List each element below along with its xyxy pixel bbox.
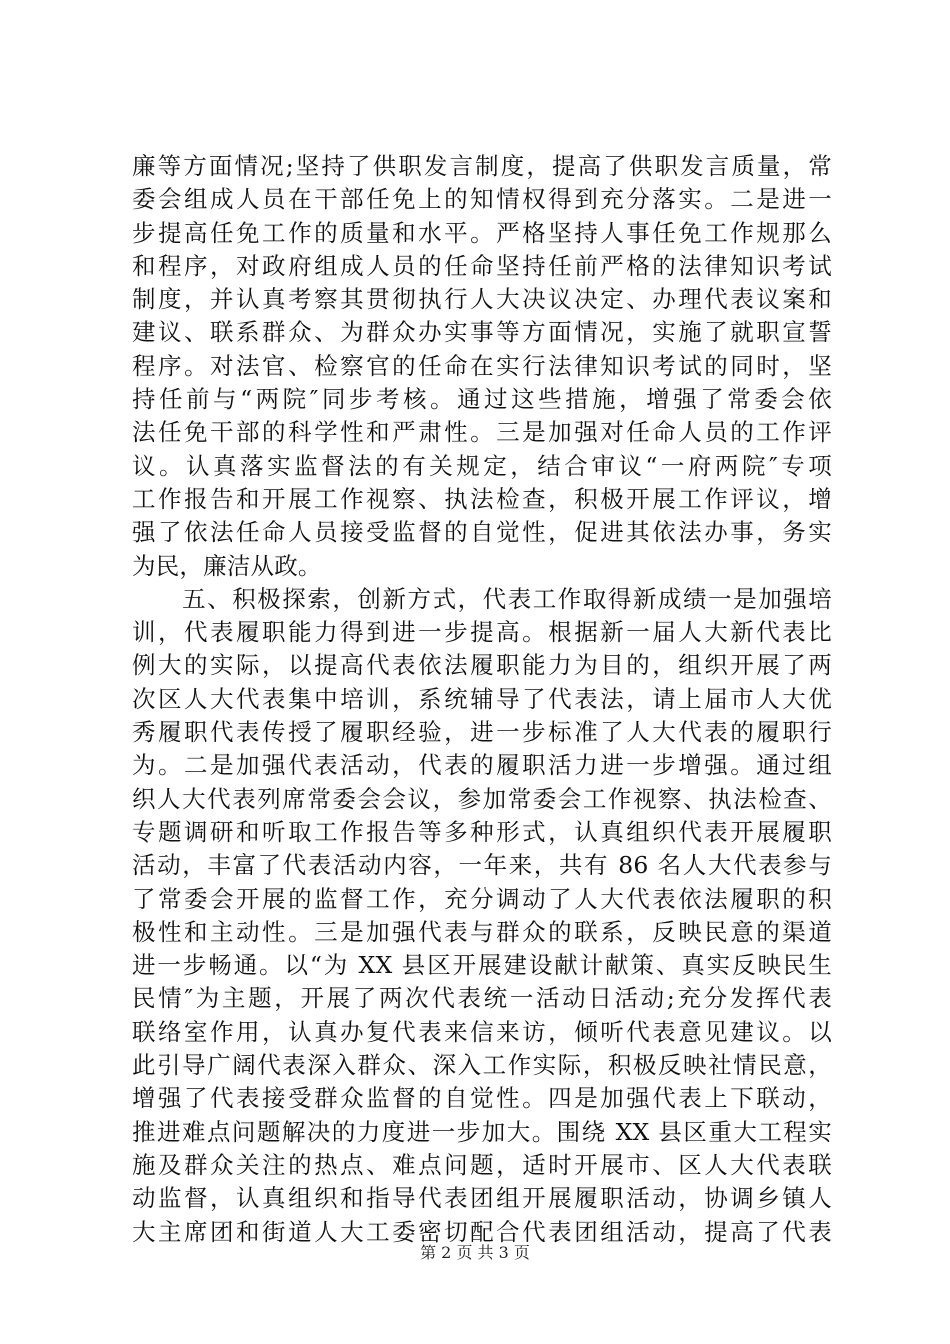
text-line: 程序。对法官、检察官的任命在实行法律知识考试的同时，坚 — [132, 351, 832, 380]
text-line: 民情″为主题，开展了两次代表统一活动日活动;充分发挥代表 — [132, 984, 832, 1013]
text-line: 工作报告和开展工作视察、执法检查，积极开展工作评议，增 — [132, 484, 832, 513]
text-line: 为民，廉洁从政。 — [132, 551, 322, 580]
text-line: 极性和主动性。三是加强代表与群众的联系，反映民意的渠道 — [132, 917, 832, 946]
text-line: 织人大代表列席常委会会议，参加常委会工作视察、执法检查、 — [132, 784, 832, 813]
text-line: 推进难点问题解决的力度进一步加大。围绕 XX 县区重大工程实 — [132, 1117, 832, 1146]
text-line: 议。认真落实监督法的有关规定，结合审议“一府两院″专项 — [132, 451, 832, 480]
text-line: 了常委会开展的监督工作，充分调动了人大代表依法履职的积 — [132, 884, 832, 913]
text-line: 大主席团和街道人大工委密切配合代表团组活动，提高了代表 — [132, 1217, 832, 1246]
text-line: 为。二是加强代表活动，代表的履职活力进一步增强。通过组 — [132, 751, 832, 780]
text-line: 动监督，认真组织和指导代表团组开展履职活动，协调乡镇人 — [132, 1184, 832, 1213]
text-line: 法任免干部的科学性和严肃性。三是加强对任命人员的工作评 — [132, 418, 832, 447]
text-line: 秀履职代表传授了履职经验，进一步标准了人大代表的履职行 — [132, 718, 832, 747]
text-line: 联络室作用，认真办复代表来信来访，倾听代表意见建议。以 — [132, 1017, 832, 1046]
text-line: 专题调研和听取工作报告等多种形式，认真组织代表开展履职 — [132, 817, 832, 846]
text-line: 五、积极探索，创新方式，代表工作取得新成绩一是加强培 — [132, 584, 832, 613]
text-line: 增强了代表接受群众监督的自觉性。四是加强代表上下联动， — [132, 1084, 832, 1113]
text-line: 施及群众关注的热点、难点问题，适时开展市、区人大代表联 — [132, 1150, 832, 1179]
text-line: 廉等方面情况;坚持了供职发言制度，提高了供职发言质量，常 — [132, 152, 832, 180]
page-footer: 第 2 页 共 3 页 — [420, 1243, 530, 1262]
text-line: 进一步畅通。以“为 XX 县区开展建设献计献策、真实反映民生 — [132, 951, 832, 980]
text-line: 和程序，对政府组成人员的任命坚持任前严格的法律知识考试 — [132, 251, 832, 280]
text-line: 例大的实际，以提高代表依法履职能力为目的，组织开展了两 — [132, 651, 832, 680]
body-text — [132, 150, 832, 1249]
text-line: 此引导广阔代表深入群众、深入工作实际，积极反映社情民意， — [132, 1051, 832, 1080]
text-line: 活动，丰富了代表活动内容，一年来，共有 86 名人大代表参与 — [132, 851, 832, 880]
text-line: 训，代表履职能力得到进一步提高。根据新一届人大新代表比 — [132, 618, 832, 647]
text-line: 步提高任免工作的质量和水平。严格坚持人事任免工作规那么 — [132, 218, 832, 247]
text-line: 持任前与“两院″同步考核。通过这些措施，增强了常委会依 — [132, 385, 832, 414]
text-line: 制度，并认真考察其贯彻执行人大决议决定、办理代表议案和 — [132, 285, 832, 314]
text-line: 委会组成人员在干部任免上的知情权得到充分落实。二是进一 — [132, 185, 832, 214]
text-line: 建议、联系群众、为群众办实事等方面情况，实施了就职宣誓 — [132, 318, 832, 347]
text-line: 强了依法任命人员接受监督的自觉性，促进其依法办事，务实 — [132, 518, 832, 547]
text-line: 次区人大代表集中培训，系统辅导了代表法，请上届市人大优 — [132, 684, 832, 713]
